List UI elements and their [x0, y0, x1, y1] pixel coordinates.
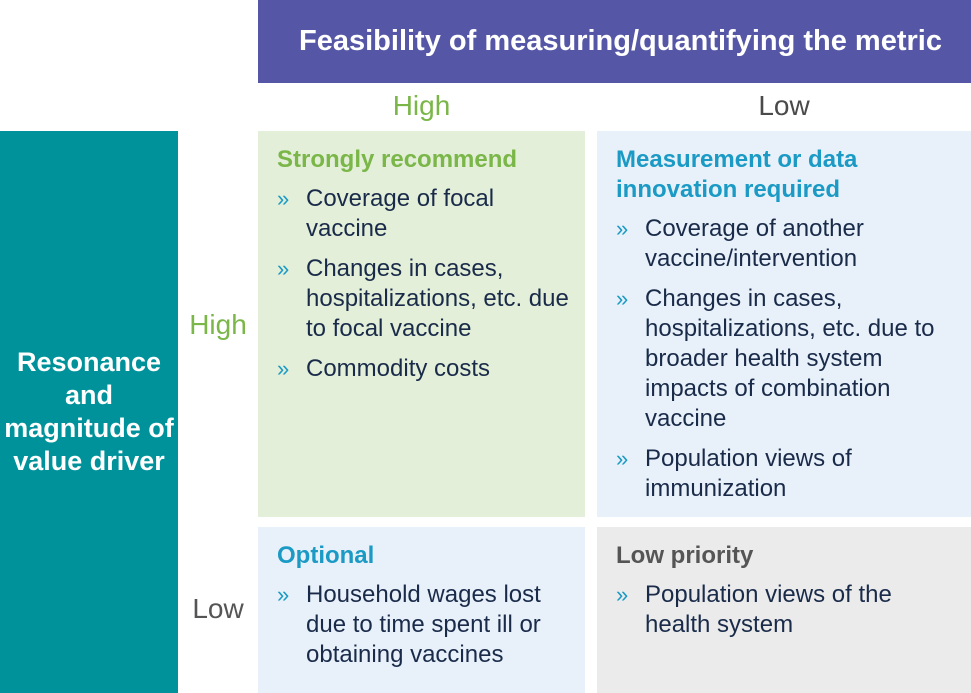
chevron-bullet-icon: »: [616, 582, 629, 607]
list-item: [277, 580, 569, 670]
quadrant-title: Optional: [277, 542, 375, 569]
feasibility-header: Feasibility of measuring/quantifying the metric: [258, 0, 971, 83]
value-driver-axis-label: [0, 131, 178, 693]
quadrant-list: [277, 184, 569, 384]
list-item-text: Household wages lost due to time spent ill or obtaining vaccines: [306, 581, 541, 668]
list-item-text: Changes in cases, hospitalizations, etc. due to broader health system impacts of combination vaccine: [645, 285, 935, 432]
quadrant-title: Strongly recommend: [277, 146, 518, 173]
list-item-text: Population views of immunization: [645, 445, 852, 502]
list-item-text: Coverage of another vaccine/intervention: [645, 215, 864, 272]
chevron-bullet-icon: »: [277, 256, 290, 281]
quadrant-list: [616, 580, 955, 640]
list-item: [616, 214, 955, 274]
list-item: [616, 580, 955, 640]
list-item-text: Population views of the health system: [645, 581, 892, 638]
list-item: [277, 254, 569, 344]
row-label-high: High: [189, 309, 247, 340]
column-label-low: Low: [758, 90, 810, 121]
chevron-bullet-icon: »: [277, 356, 290, 381]
quadrant-strongly-recommend: [258, 131, 585, 517]
list-item: [616, 284, 955, 434]
chevron-bullet-icon: »: [616, 446, 629, 471]
quadrant-title: Low priority: [616, 542, 754, 569]
chevron-bullet-icon: »: [616, 216, 629, 241]
quadrant-list: [616, 214, 955, 504]
row-label-low: Low: [192, 593, 244, 624]
list-item-text: Changes in cases, hospitalizations, etc. due to focal vaccine: [306, 255, 569, 342]
value-driver-axis-text: Resonance and magnitude of value driver: [4, 347, 174, 476]
list-item-text: Coverage of focal vaccine: [306, 185, 495, 242]
chevron-bullet-icon: »: [616, 286, 629, 311]
quadrant-innovation-required: [597, 131, 971, 517]
list-item: [277, 354, 569, 384]
quadrant-title: Measurement or data innovation required: [616, 146, 858, 203]
list-item: [616, 444, 955, 504]
quadrant-low-priority: [597, 527, 971, 693]
chevron-bullet-icon: »: [277, 186, 290, 211]
column-label-high: High: [392, 90, 451, 121]
list-item: [277, 184, 569, 244]
list-item-text: Commodity costs: [306, 355, 491, 382]
chevron-bullet-icon: »: [277, 582, 290, 607]
quadrant-list: [277, 580, 569, 670]
quadrant-optional: [258, 527, 585, 693]
